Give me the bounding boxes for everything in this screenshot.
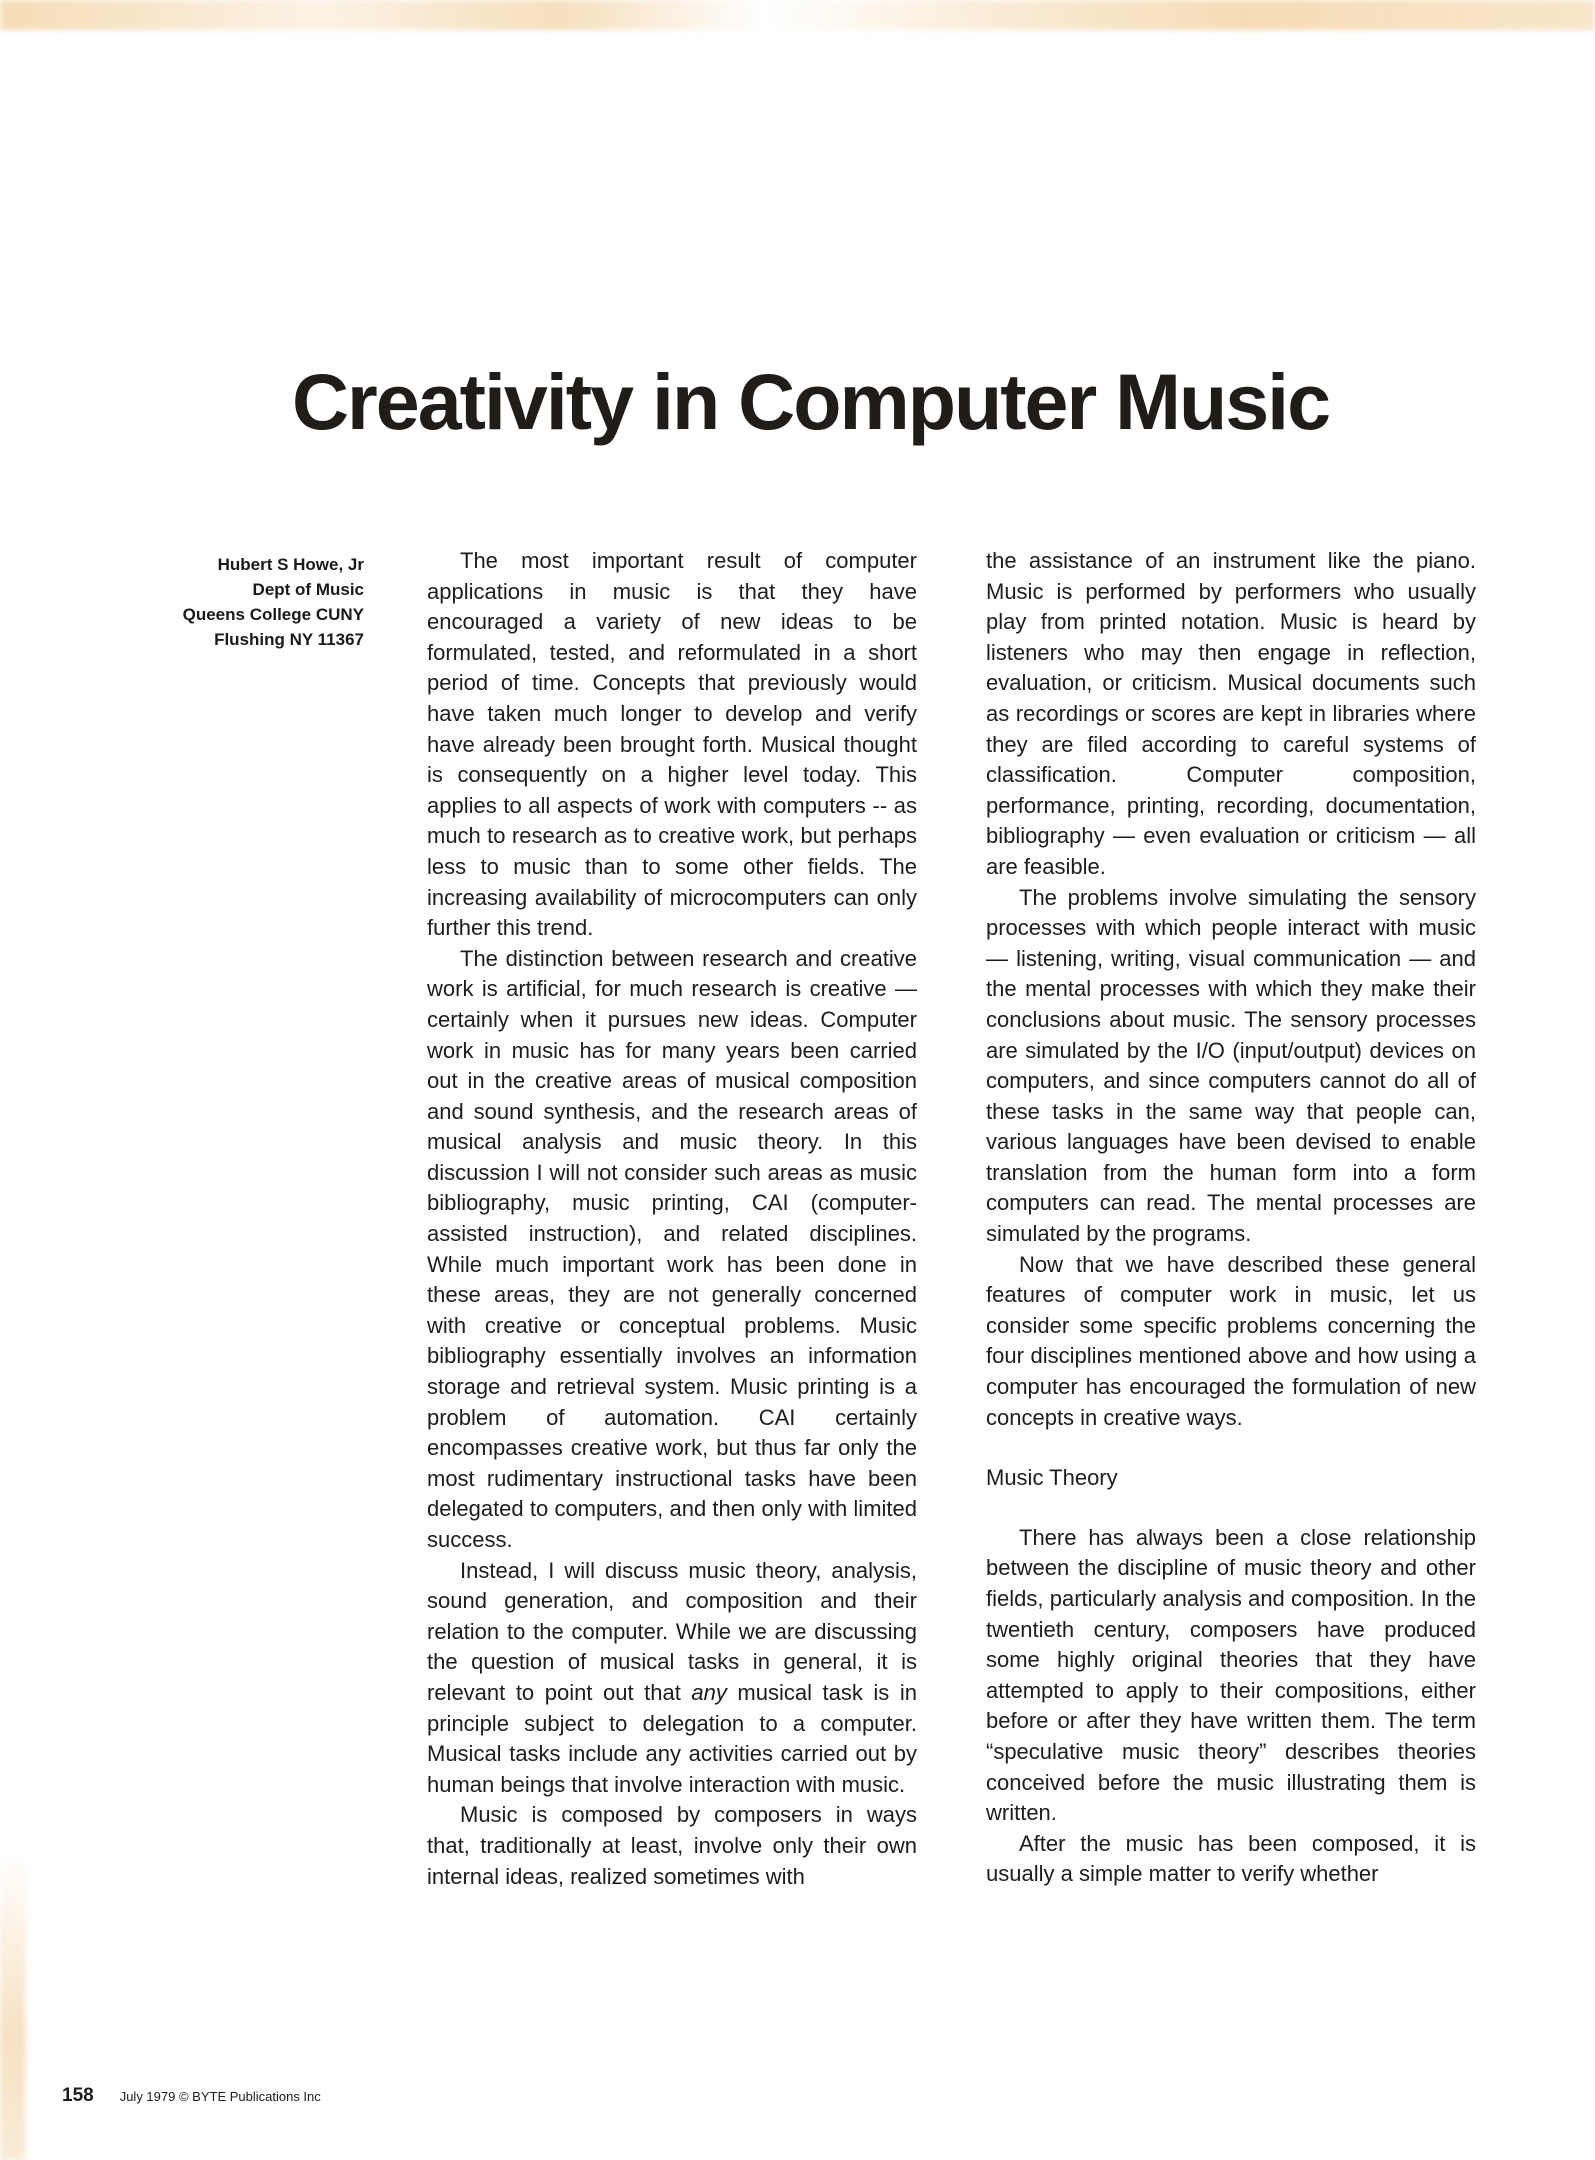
paragraph [427,1556,917,1801]
paragraph: There has always been a close relationship between the discipline of music theory and other fields, particularly analysis and composition. In the twentieth century, composers have produced some highly original theories that they have attempted to apply to their compositions, either before or after they have written them. The term “speculative music theory” describes theories conceived before the music illustrating them is written. [986,1524,1476,1826]
paragraph: Now that we have described these general features of computer work in music, let us consider some specific problems concerning the four disciplines mentioned above and how using a computer has encouraged the formulation of new concepts in creative ways. [986,1251,1476,1430]
section-heading: Music Theory [986,1465,1118,1491]
author-dept: Dept of Music [252,580,364,599]
paragraph: After the music has been composed, it is usually a simple matter to verify whether [986,1830,1476,1887]
page-stain-left [0,1850,26,2160]
author-name: Hubert S Howe, Jr [217,555,364,574]
paragraph: The distinction between research and creative work is artificial, for much research is creative — certainly when it pursues new ideas. Computer work in music has for many years been carried out in the creative areas of musical composition and sound synthesis, and the research areas of musical analysis and music theory. In this discussion I will not consider such areas as music bibliography, music printing, CAI (computer-assisted instruction), and related disciplines. While much important work has been done in these areas, they are not generally concerned with creative or conceptual problems. Music bibliography essentially involves an information storage and retrieval system. Music printing is a problem of automation. CAI certainly encompasses creative work, but thus far only the most rudimentary instructional tasks have been delegated to computers, and then only with limited success. [427,945,917,1552]
paragraph: The most important result of computer applications in music is that they have encouraged a variety of new ideas to be formulated, tested, and reformulated in a short period of time. Concepts that previously would have taken much longer to develop and verify have already been brought forth. Musical thought is consequently on a higher level today. This applies to all aspects of work with computers -- as much to research as to creative work, but perhaps less to music than to some other fields. The increasing availability of microcomputers can only further this trend. [427,548,917,941]
text-column-1 [427,546,917,1892]
paragraph-text: Instead, I will discuss music theory, analysis, sound generation, and composition and their relation to the computer. While we are discussing the question of musical tasks in general, it is relevant to point out that [427,1557,917,1705]
page-stain-top [0,0,1595,30]
page-footer [62,2085,321,2107]
paragraph: Music is composed by composers in ways that, traditionally at least, involve only their own internal ideas, realized sometimes with [427,1802,917,1889]
text-column-2 [986,546,1476,1890]
page-number: 158 [62,2085,94,2106]
article-title: Creativity in Computer Music [292,357,1330,446]
footer-credit: July 1979 © BYTE Publications Inc [119,2089,321,2104]
author-location: Flushing NY 11367 [214,630,364,649]
author-block [100,552,364,652]
paragraph-text: musical task is in principle subject to delegation to a computer. Musical tasks include any activities carried out by human beings that involve interaction with music. [427,1679,917,1797]
author-school: Queens College CUNY [182,605,364,624]
paragraph: The problems involve simulating the sensory processes with which people interact with music — listening, writing, visual communication — and the mental processes with which they make their conclusions about music. The sensory processes are simulated by the I/O (input/output) devices on computers, and since computers cannot do all of these tasks in the same way that people can, various languages have been devised to enable translation from the human form into a form computers can read. The mental processes are simulated by the programs. [986,884,1476,1247]
paragraph: the assistance of an instrument like the piano. Music is performed by performers who usually play from printed notation. Music is heard by listeners who may then engage in reflection, evaluation, or criticism. Musical documents such as recordings or scores are kept in libraries where they are filed according to careful systems of classification. Computer composition, performance, printing, recording, documentation, bibliography — even evaluation or criticism — all are feasible. [986,548,1476,879]
emphasis-text: any [691,1679,727,1705]
